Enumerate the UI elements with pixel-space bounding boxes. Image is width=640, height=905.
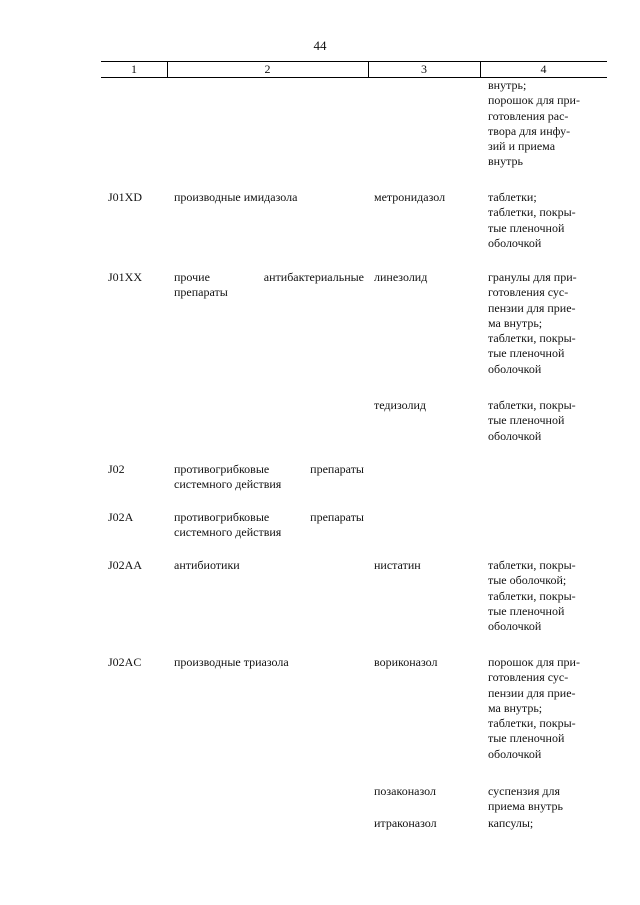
dosage-form: порошок для при- готовления сус- пензии для прие- ма внутрь; таблетки, покры- тые пленочной оболочкой — [488, 655, 580, 761]
header-col-4: 4 — [540, 62, 547, 76]
group-name: производные имидазола — [174, 190, 298, 204]
dosage-form: таблетки, покры- тые оболочкой; таблетки, покры- тые пленочной оболочкой — [488, 558, 576, 634]
group-name: противогрибковые препараты системного действия — [174, 510, 364, 540]
drug-name: линезолид — [374, 270, 428, 284]
atc-code: J01XD — [108, 190, 143, 204]
drug-name: нистатин — [374, 558, 421, 572]
atc-code: J02A — [108, 510, 134, 524]
atc-code: J02AA — [108, 558, 143, 572]
drug-name: тедизолид — [374, 398, 426, 412]
atc-code: J01XX — [108, 270, 143, 284]
page-number: 44 — [313, 38, 327, 53]
group-name: производные триазола — [174, 655, 289, 669]
drug-name: позаконазол — [374, 784, 436, 798]
group-name: антибиотики — [174, 558, 240, 572]
header-col-2: 2 — [264, 62, 271, 76]
drug-name: итраконазол — [374, 816, 437, 830]
header-col-1: 1 — [131, 62, 137, 76]
drug-name: метронидазол — [374, 190, 446, 204]
dosage-form: гранулы для при- готовления сус- пензии для прие- ма внутрь; таблетки, покры- тые пленочной оболочкой — [488, 270, 577, 376]
dosage-form: суспензия для приема внутрь — [488, 784, 563, 814]
dosage-form: таблетки; таблетки, покры- тые пленочной оболочкой — [488, 190, 576, 250]
drug-name: вориконазол — [374, 655, 438, 669]
table-header — [101, 61, 607, 78]
dosage-form: таблетки, покры- тые пленочной оболочкой — [488, 398, 576, 443]
dosage-form: внутрь; порошок для при- готовления рас- твора для инфу- зий и приема внутрь — [488, 78, 580, 169]
atc-code: J02AC — [108, 655, 142, 669]
atc-code: J02 — [108, 462, 125, 476]
dosage-form: капсулы; — [488, 816, 534, 830]
header-col-3: 3 — [421, 62, 427, 76]
group-name: прочие антибактериальные препараты — [174, 270, 364, 300]
group-name: противогрибковые препараты системного действия — [174, 462, 364, 492]
